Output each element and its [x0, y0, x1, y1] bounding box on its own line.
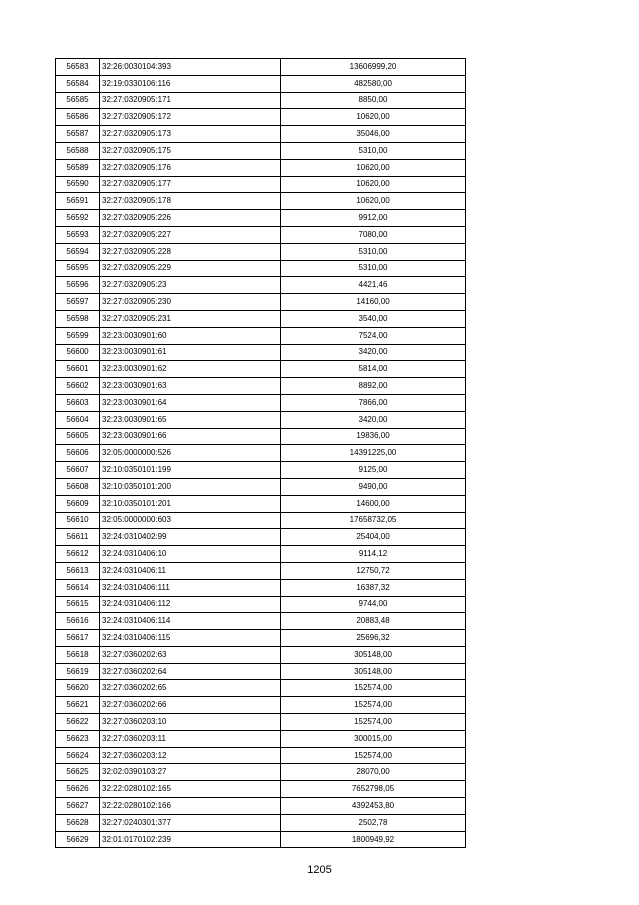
cadastral-value-cell: 152574,00	[281, 747, 466, 764]
cadastral-number-cell: 32:27:0360202:64	[100, 663, 281, 680]
row-number-cell: 56585	[56, 92, 100, 109]
row-number-cell: 56589	[56, 159, 100, 176]
row-number-cell: 56600	[56, 344, 100, 361]
page-number: 1205	[307, 864, 332, 876]
cadastral-value-cell: 10620,00	[281, 109, 466, 126]
cadastral-value-cell: 19836,00	[281, 428, 466, 445]
cadastral-value-cell: 10620,00	[281, 159, 466, 176]
table-row	[56, 226, 466, 243]
row-number-cell: 56611	[56, 529, 100, 546]
cadastral-value-cell: 16387,32	[281, 579, 466, 596]
cadastral-number-cell: 32:10:0350101:200	[100, 478, 281, 495]
cadastral-value-cell: 5310,00	[281, 142, 466, 159]
cadastral-value-cell: 25404,00	[281, 529, 466, 546]
table-row	[56, 193, 466, 210]
cadastral-number-cell: 32:10:0350101:199	[100, 462, 281, 479]
cadastral-number-cell: 32:24:0310406:115	[100, 630, 281, 647]
table-row	[56, 411, 466, 428]
table-row	[56, 697, 466, 714]
cadastral-value-cell: 2502,78	[281, 814, 466, 831]
cadastral-number-cell: 32:10:0350101:201	[100, 495, 281, 512]
cadastral-value-cell: 35046,00	[281, 126, 466, 143]
cadastral-number-cell: 32:23:0030901:65	[100, 411, 281, 428]
cadastral-number-cell: 32:27:0360202:63	[100, 646, 281, 663]
table-row	[56, 260, 466, 277]
cadastral-value-cell: 10620,00	[281, 193, 466, 210]
cadastral-value-cell: 25696,32	[281, 630, 466, 647]
cadastral-number-cell: 32:27:0320905:177	[100, 176, 281, 193]
table-row	[56, 445, 466, 462]
cadastral-value-cell: 4421,46	[281, 277, 466, 294]
table-row	[56, 159, 466, 176]
table-row	[56, 596, 466, 613]
row-number-cell: 56624	[56, 747, 100, 764]
cadastral-value-cell: 152574,00	[281, 697, 466, 714]
cadastral-number-cell: 32:27:0320905:229	[100, 260, 281, 277]
cadastral-value-cell: 7866,00	[281, 394, 466, 411]
table-row	[56, 277, 466, 294]
cadastral-number-cell: 32:24:0310406:10	[100, 546, 281, 563]
cadastral-value-cell: 4392453,80	[281, 798, 466, 815]
cadastral-value-cell: 8892,00	[281, 378, 466, 395]
table-row	[56, 747, 466, 764]
row-number-cell: 56617	[56, 630, 100, 647]
table-row	[56, 781, 466, 798]
row-number-cell: 56595	[56, 260, 100, 277]
row-number-cell: 56604	[56, 411, 100, 428]
table-row	[56, 243, 466, 260]
cadastral-value-cell: 305148,00	[281, 646, 466, 663]
table-row	[56, 646, 466, 663]
row-number-cell: 56623	[56, 730, 100, 747]
cadastral-value-cell: 7652798,05	[281, 781, 466, 798]
cadastral-value-cell: 482580,00	[281, 75, 466, 92]
cadastral-number-cell: 32:26:0030104:393	[100, 59, 281, 76]
table-row	[56, 428, 466, 445]
row-number-cell: 56610	[56, 512, 100, 529]
row-number-cell: 56602	[56, 378, 100, 395]
table-row	[56, 680, 466, 697]
cadastral-value-cell: 9912,00	[281, 210, 466, 227]
row-number-cell: 56618	[56, 646, 100, 663]
cadastral-value-cell: 7080,00	[281, 226, 466, 243]
row-number-cell: 56601	[56, 361, 100, 378]
table-row	[56, 663, 466, 680]
cadastral-value-cell: 12750,72	[281, 562, 466, 579]
row-number-cell: 56615	[56, 596, 100, 613]
cadastral-value-cell: 9125,00	[281, 462, 466, 479]
row-number-cell: 56625	[56, 764, 100, 781]
cadastral-number-cell: 32:23:0030901:62	[100, 361, 281, 378]
table-row	[56, 529, 466, 546]
row-number-cell: 56628	[56, 814, 100, 831]
row-number-cell: 56619	[56, 663, 100, 680]
table-row	[56, 764, 466, 781]
cadastral-number-cell: 32:27:0360203:12	[100, 747, 281, 764]
cadastral-value-cell: 152574,00	[281, 714, 466, 731]
row-number-cell: 56591	[56, 193, 100, 210]
table-row	[56, 512, 466, 529]
cadastral-value-cell: 14600,00	[281, 495, 466, 512]
table-row	[56, 126, 466, 143]
cadastral-number-cell: 32:27:0320905:178	[100, 193, 281, 210]
cadastral-value-cell: 5310,00	[281, 243, 466, 260]
cadastral-number-cell: 32:23:0030901:66	[100, 428, 281, 445]
table-row	[56, 59, 466, 76]
cadastral-number-cell: 32:27:0320905:173	[100, 126, 281, 143]
table-row	[56, 562, 466, 579]
cadastral-value-cell: 9114,12	[281, 546, 466, 563]
cadastral-value-cell: 9744,00	[281, 596, 466, 613]
cadastral-value-cell: 28070,00	[281, 764, 466, 781]
table-row	[56, 92, 466, 109]
row-number-cell: 56614	[56, 579, 100, 596]
cadastral-number-cell: 32:19:0330106:116	[100, 75, 281, 92]
cadastral-value-cell: 14391225,00	[281, 445, 466, 462]
row-number-cell: 56607	[56, 462, 100, 479]
row-number-cell: 56605	[56, 428, 100, 445]
table-row	[56, 814, 466, 831]
cadastral-number-cell: 32:05:0000000:603	[100, 512, 281, 529]
cadastral-number-cell: 32:05:0000000:526	[100, 445, 281, 462]
table-row	[56, 831, 466, 848]
row-number-cell: 56597	[56, 294, 100, 311]
table-row	[56, 798, 466, 815]
row-number-cell: 56590	[56, 176, 100, 193]
cadastral-number-cell: 32:27:0360202:65	[100, 680, 281, 697]
cadastral-value-cell: 7524,00	[281, 327, 466, 344]
table-row	[56, 378, 466, 395]
cadastral-number-cell: 32:24:0310406:112	[100, 596, 281, 613]
cadastral-number-cell: 32:24:0310402:99	[100, 529, 281, 546]
table-row	[56, 613, 466, 630]
cadastral-value-cell: 9490,00	[281, 478, 466, 495]
row-number-cell: 56586	[56, 109, 100, 126]
cadastral-number-cell: 32:24:0310406:11	[100, 562, 281, 579]
cadastral-number-cell: 32:23:0030901:63	[100, 378, 281, 395]
row-number-cell: 56621	[56, 697, 100, 714]
cadastral-number-cell: 32:27:0320905:226	[100, 210, 281, 227]
row-number-cell: 56609	[56, 495, 100, 512]
row-number-cell: 56594	[56, 243, 100, 260]
row-number-cell: 56626	[56, 781, 100, 798]
cadastral-value-cell: 3540,00	[281, 310, 466, 327]
row-number-cell: 56627	[56, 798, 100, 815]
table-row	[56, 462, 466, 479]
table-row	[56, 579, 466, 596]
table-row	[56, 142, 466, 159]
cadastral-number-cell: 32:27:0320905:228	[100, 243, 281, 260]
row-number-cell: 56629	[56, 831, 100, 848]
row-number-cell: 56613	[56, 562, 100, 579]
cadastral-number-cell: 32:27:0320905:231	[100, 310, 281, 327]
row-number-cell: 56606	[56, 445, 100, 462]
row-number-cell: 56603	[56, 394, 100, 411]
cadastral-value-cell: 1800949,92	[281, 831, 466, 848]
table-row	[56, 495, 466, 512]
cadastral-value-cell: 300015,00	[281, 730, 466, 747]
cadastral-number-cell: 32:02:0390103:27	[100, 764, 281, 781]
cadastral-number-cell: 32:24:0310406:114	[100, 613, 281, 630]
row-number-cell: 56588	[56, 142, 100, 159]
cadastral-number-cell: 32:22:0280102:165	[100, 781, 281, 798]
row-number-cell: 56584	[56, 75, 100, 92]
table-row	[56, 294, 466, 311]
cadastral-value-cell: 14160,00	[281, 294, 466, 311]
cadastral-value-cell: 8850,00	[281, 92, 466, 109]
row-number-cell: 56592	[56, 210, 100, 227]
table-row	[56, 75, 466, 92]
cadastral-value-cell: 13606999,20	[281, 59, 466, 76]
row-number-cell: 56608	[56, 478, 100, 495]
row-number-cell: 56583	[56, 59, 100, 76]
cadastral-number-cell: 32:27:0240301:377	[100, 814, 281, 831]
cadastral-number-cell: 32:24:0310406:111	[100, 579, 281, 596]
cadastral-number-cell: 32:22:0280102:166	[100, 798, 281, 815]
table-row	[56, 176, 466, 193]
cadastral-number-cell: 32:27:0360202:66	[100, 697, 281, 714]
table-row	[56, 327, 466, 344]
cadastral-value-cell: 3420,00	[281, 411, 466, 428]
row-number-cell: 56612	[56, 546, 100, 563]
table-row	[56, 478, 466, 495]
table-row	[56, 730, 466, 747]
table-row	[56, 630, 466, 647]
cadastral-value-cell: 3420,00	[281, 344, 466, 361]
cadastral-value-cell: 305148,00	[281, 663, 466, 680]
cadastral-number-cell: 32:27:0320905:23	[100, 277, 281, 294]
row-number-cell: 56596	[56, 277, 100, 294]
cadastral-value-cell: 20883,48	[281, 613, 466, 630]
cadastral-number-cell: 32:27:0320905:176	[100, 159, 281, 176]
table-row	[56, 394, 466, 411]
cadastral-number-cell: 32:27:0360203:10	[100, 714, 281, 731]
cadastral-number-cell: 32:01:0170102:239	[100, 831, 281, 848]
row-number-cell: 56599	[56, 327, 100, 344]
table-row	[56, 210, 466, 227]
row-number-cell: 56622	[56, 714, 100, 731]
cadastral-number-cell: 32:23:0030901:61	[100, 344, 281, 361]
row-number-cell: 56587	[56, 126, 100, 143]
row-number-cell: 56593	[56, 226, 100, 243]
cadastral-number-cell: 32:27:0320905:172	[100, 109, 281, 126]
cadastral-number-cell: 32:27:0320905:175	[100, 142, 281, 159]
row-number-cell: 56616	[56, 613, 100, 630]
row-number-cell: 56598	[56, 310, 100, 327]
table-row	[56, 109, 466, 126]
cadastral-number-cell: 32:23:0030901:64	[100, 394, 281, 411]
cadastral-number-cell: 32:27:0320905:227	[100, 226, 281, 243]
table-row	[56, 714, 466, 731]
cadastral-number-cell: 32:27:0320905:171	[100, 92, 281, 109]
cadastral-value-cell: 152574,00	[281, 680, 466, 697]
cadastral-value-cell: 5310,00	[281, 260, 466, 277]
cadastral-value-cell: 10620,00	[281, 176, 466, 193]
table-row	[56, 546, 466, 563]
table-row	[56, 361, 466, 378]
cadastral-value-cell: 5814,00	[281, 361, 466, 378]
cadastral-number-cell: 32:23:0030901:60	[100, 327, 281, 344]
table-body	[56, 59, 466, 848]
cadastral-number-cell: 32:27:0320905:230	[100, 294, 281, 311]
table-row	[56, 344, 466, 361]
row-number-cell: 56620	[56, 680, 100, 697]
cadastral-value-table	[55, 58, 466, 848]
table-row	[56, 310, 466, 327]
cadastral-value-cell: 17658732,05	[281, 512, 466, 529]
cadastral-number-cell: 32:27:0360203:11	[100, 730, 281, 747]
